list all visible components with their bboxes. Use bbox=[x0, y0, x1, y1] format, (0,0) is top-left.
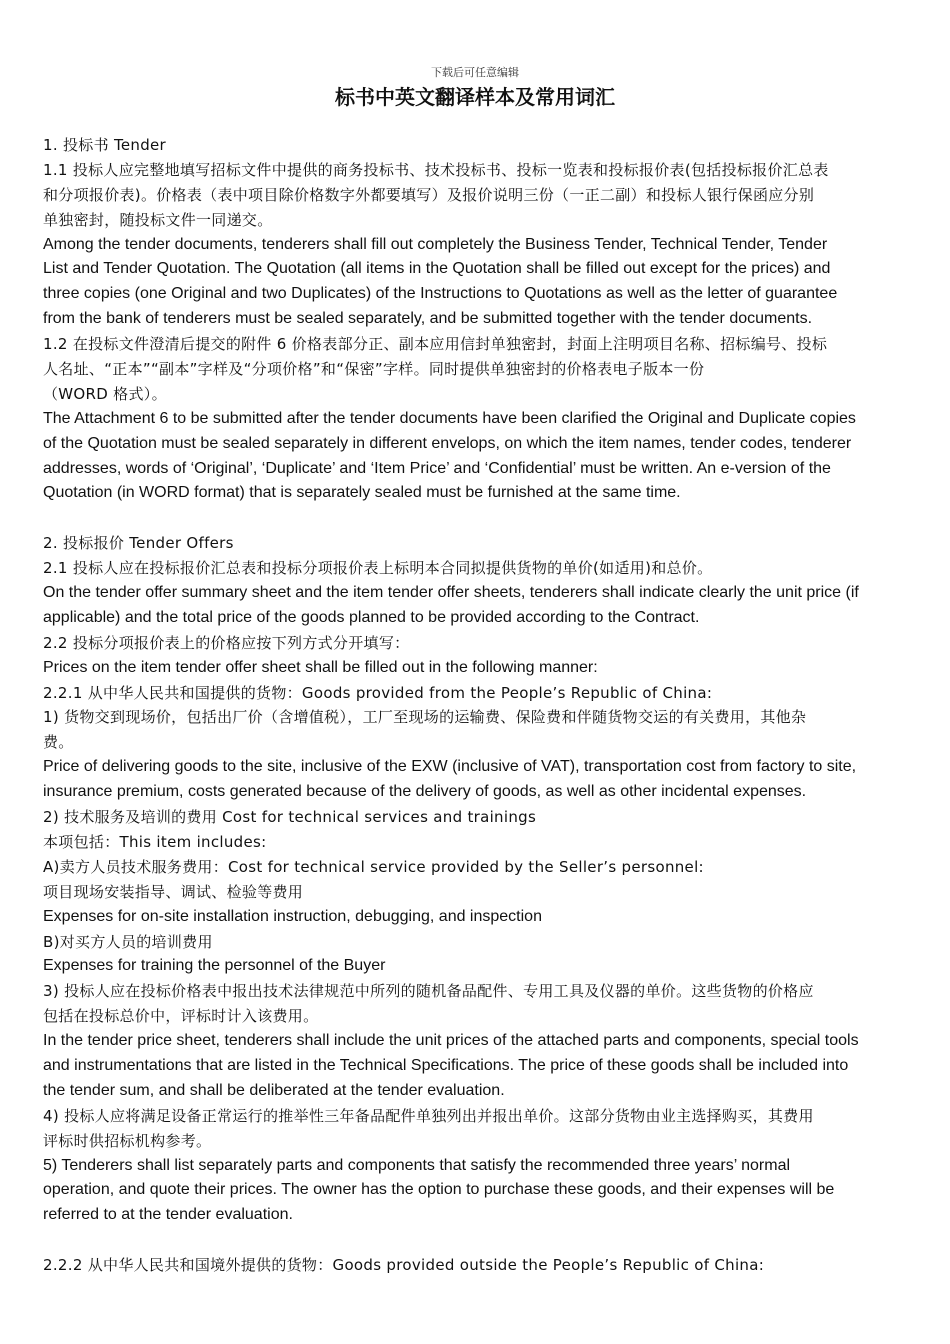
text-line: the tender sum, and shall be deliberated at the tender evaluation. bbox=[43, 1081, 505, 1099]
text-line: The Attachment 6 to be submitted after the tender documents have been clarified the Original and Duplicate copies bbox=[43, 409, 856, 427]
text-line: 1.2 在投标文件澄清后提交的附件 6 价格表部分正、副本应用信封单独密封，封面上注明项目名称、招标编号、投标 bbox=[43, 335, 828, 354]
text-line: operation, and quote their prices. The owner has the option to purchase these goods, and their expenses will be bbox=[43, 1181, 835, 1199]
text-line: from the bank of tenderers must be sealed separately, and be submitted together with the tender documents. bbox=[43, 310, 813, 328]
text-line: insurance premium, costs generated because of the delivery of goods, as well as other incidental expenses. bbox=[43, 783, 807, 801]
text-line: 2.2.2 从中华人民共和国境外提供的货物：Goods provided outside the People’s Republic of China: bbox=[43, 1256, 765, 1275]
text-line: 本项包括：This item includes: bbox=[43, 832, 267, 851]
text-line: In the tender price sheet, tenderers shall include the unit prices of the attached parts and components, special tools bbox=[43, 1032, 859, 1050]
text-line: 2) 技术服务及培训的费用 Cost for technical services and trainings bbox=[43, 808, 537, 827]
text-line: three copies (one Original and two Duplicates) of the Instructions to Quotations as well as the letter of guarantee bbox=[43, 285, 838, 303]
text-line: 人名址、“正本”“副本”字样及“分项价格”和“保密”字样。同时提供单独密封的价格表电子版本一份 bbox=[43, 360, 705, 379]
text-line: Price of delivering goods to the site, inclusive of the EXW (inclusive of VAT), transportation cost from factory to site, bbox=[43, 758, 857, 776]
document-title: 标书中英文翻译样本及常用词汇 bbox=[335, 85, 615, 109]
text-line: 单独密封，随投标文件一同递交。 bbox=[43, 210, 273, 229]
text-line: 3) 投标人应在投标价格表中报出技术法律规范中所列的随机备品配件、专用工具及仪器的单价。这些货物的价格应 bbox=[43, 982, 814, 1001]
text-line: 1) 货物交到现场价，包括出厂价（含增值税），工厂至现场的运输费、保险费和伴随货物交运的有关费用，其他杂 bbox=[43, 708, 807, 727]
text-line: List and Tender Quotation. The Quotation (all items in the Quotation shall be filled out except for the prices) and bbox=[43, 260, 831, 278]
text-line: Expenses for training the personnel of the Buyer bbox=[43, 957, 386, 975]
text-line: Prices on the item tender offer sheet shall be filled out in the following manner: bbox=[43, 658, 598, 676]
text-line: 1.1 投标人应完整地填写招标文件中提供的商务投标书、技术投标书、投标一览表和投标报价表(包括投标报价汇总表 bbox=[43, 160, 829, 179]
text-line: B)对买方人员的培训费用 bbox=[43, 932, 213, 951]
text-line: of the Quotation must be sealed separately in different envelops, on which the item names, tender codes, tenderer bbox=[43, 434, 852, 452]
text-line: 2.1 投标人应在投标报价汇总表和投标分项报价表上标明本合同拟提供货物的单价(如适用)和总价。 bbox=[43, 559, 713, 578]
text-line: 评标时供招标机构参考。 bbox=[43, 1131, 212, 1150]
text-line: 2.2.1 从中华人民共和国提供的货物：Goods provided from the People’s Republic of China: bbox=[43, 683, 713, 702]
text-line: referred to at the tender evaluation. bbox=[43, 1206, 293, 1224]
text-line: 5) Tenderers shall list separately parts and components that satisfy the recommended three years’ normal bbox=[43, 1156, 791, 1174]
text-line: （WORD 格式）。 bbox=[43, 384, 167, 403]
text-line: 费。 bbox=[43, 733, 74, 752]
text-line: Expenses for on-site installation instruction, debugging, and inspection bbox=[43, 907, 542, 925]
text-line: 2.2 投标分项报价表上的价格应按下列方式分开填写： bbox=[43, 633, 410, 652]
text-line: Quotation (in WORD format) that is separately sealed must be furnished at the same time. bbox=[43, 484, 681, 502]
blank-line bbox=[43, 1228, 913, 1253]
text-line: 2. 投标报价 Tender Offers bbox=[43, 534, 234, 553]
document-body bbox=[43, 133, 913, 1278]
text-line: 项目现场安装指导、调试、检验等费用 bbox=[43, 882, 304, 901]
text-line: and instrumentations that are listed in the Technical Specifications. The price of these goods shall be included into bbox=[43, 1056, 849, 1074]
text-line: Among the tender documents, tenderers shall fill out completely the Business Tender, Technical Tender, Tender bbox=[43, 235, 828, 253]
header-note: 下载后可任意编辑 bbox=[431, 66, 519, 79]
text-line: On the tender offer summary sheet and the item tender offer sheets, tenderers shall indicate clearly the unit price (if bbox=[43, 584, 859, 602]
text-line: 和分项报价表)。价格表（表中项目除价格数字外都要填写）及报价说明三份（一正二副）和投标人银行保函应分别 bbox=[43, 185, 815, 204]
text-line: A)卖方人员技术服务费用：Cost for technical service provided by the Seller’s personnel: bbox=[43, 857, 704, 876]
text-line: 1. 投标书 Tender bbox=[43, 136, 167, 154]
text-line: addresses, words of ‘Original’, ‘Duplicate’ and ‘Item Price’ and ‘Confidential’ must be written. An e-version of the bbox=[43, 459, 831, 477]
text-line: 4) 投标人应将满足设备正常运行的推举性三年备品配件单独列出并报出单价。这部分货物由业主选择购买，其费用 bbox=[43, 1106, 814, 1125]
text-line: 包括在投标总价中，评标时计入该费用。 bbox=[43, 1007, 319, 1026]
blank-line bbox=[43, 506, 913, 531]
text-line: applicable) and the total price of the goods planned to be provided according to the Contract. bbox=[43, 608, 700, 626]
